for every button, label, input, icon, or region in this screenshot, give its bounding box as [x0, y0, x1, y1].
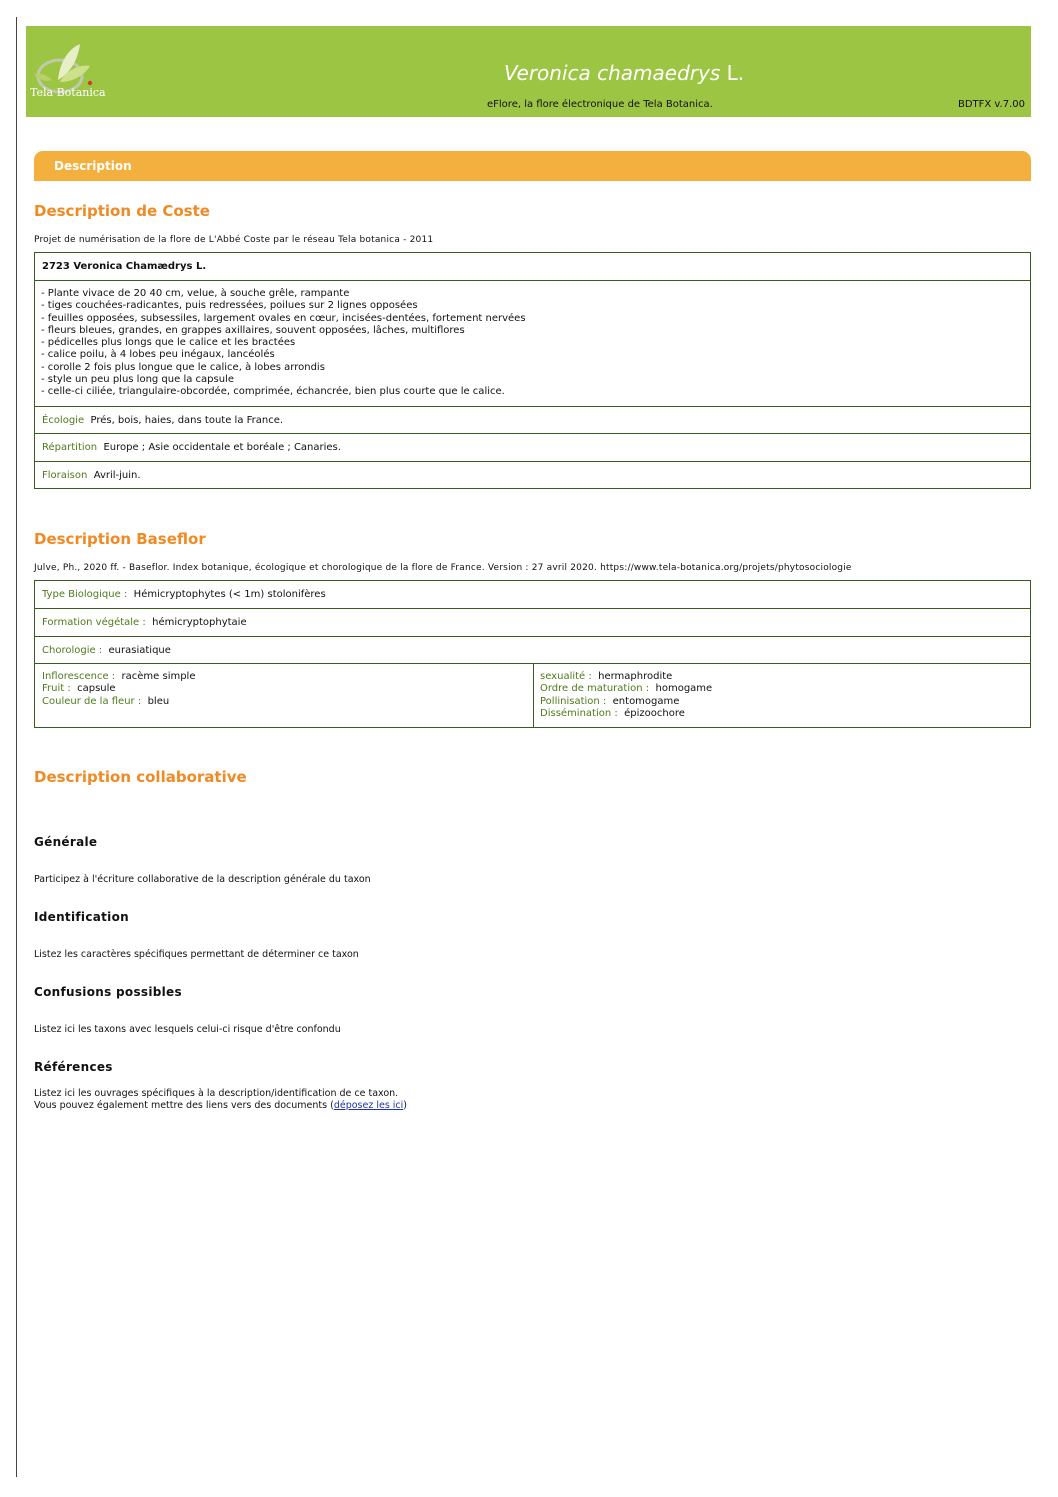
coste-heading: Description de Coste	[34, 202, 210, 220]
chorologie-value: eurasiatique	[108, 645, 171, 656]
page-subtitle: eFlore, la flore électronique de Tela Botanica.	[487, 99, 713, 110]
coste-line: - tiges couchées-radicantes, puis redressées, poilues sur 2 lignes opposées	[41, 300, 418, 312]
coste-name-row	[35, 253, 1030, 281]
trait-value: racème simple	[121, 671, 196, 682]
coste-line: - calice poilu, à 4 lobes peu inégaux, lancéolés	[41, 349, 275, 361]
trait-label: Dissémination :	[540, 707, 618, 719]
confusions-title: Confusions possibles	[34, 985, 182, 999]
coste-lines-row	[35, 280, 1030, 407]
type-value: Hémicryptophytes (< 1m) stolonifères	[133, 589, 326, 600]
generale-title: Générale	[34, 835, 98, 849]
version-label: BDTFX v.7.00	[957, 99, 1025, 110]
coste-source: Projet de numérisation de la flore de L'Abbé Coste par le réseau Tela botanica - 2011	[34, 235, 434, 245]
identification-text: Listez les caractères spécifiques permettant de déterminer ce taxon	[34, 949, 359, 960]
coste-line: - feuilles opposées, subsessiles, largement ovales en cœur, incisées-dentées, fortement nervées	[41, 312, 526, 324]
trait-label: Ordre de maturation :	[540, 683, 650, 695]
formation-label: Formation végétale :	[42, 617, 146, 628]
identification-title: Identification	[34, 910, 129, 924]
generale-text: Participez à l'écriture collaborative de la description générale du taxon	[34, 874, 371, 885]
baseflor-table	[34, 580, 1031, 728]
chorologie-label: Chorologie :	[42, 645, 103, 656]
coste-line: - style un peu plus long que la capsule	[41, 374, 234, 386]
baseflor-source: Julve, Ph., 2020 ff. - Baseflor. Index botanique, écologique et chorologique de la flore de France. Version : 27 avril 2020. https://www.tela-botanica.org/projets/phytosociologie	[34, 563, 852, 573]
coste-repartition-row	[35, 433, 1030, 461]
column-divider	[533, 664, 534, 728]
baseflor-traits-row	[35, 663, 1030, 728]
baseflor-chorologie-row	[35, 636, 1030, 664]
references-line-2-text: Vous pouvez également mettre des liens vers des documents (	[34, 1100, 334, 1111]
coste-line: - corolle 2 fois plus longue que le calice, à lobes arrondis	[41, 361, 325, 373]
references-text	[34, 1088, 407, 1112]
references-line-2-end: )	[403, 1100, 408, 1111]
page-title	[504, 61, 744, 85]
baseflor-formation-row	[35, 608, 1030, 636]
coste-line: - pédicelles plus longs que le calice et les bractées	[41, 337, 296, 349]
baseflor-right-traits	[540, 671, 712, 720]
trait-label: Pollinisation :	[540, 695, 607, 707]
trait-label: Inflorescence :	[42, 671, 116, 682]
trait-value: épizoochore	[624, 707, 685, 719]
coste-floraison-row	[35, 461, 1030, 489]
upload-documents-link[interactable]: déposez les ici	[333, 1100, 404, 1111]
references-title: Références	[34, 1060, 113, 1074]
baseflor-type-row	[35, 581, 1030, 609]
references-line-1: Listez ici les ouvrages spécifiques à la description/identification de ce taxon.	[34, 1088, 399, 1099]
confusions-text: Listez ici les taxons avec lesquels celui-ci risque d'être confondu	[34, 1024, 341, 1035]
coste-line: - fleurs bleues, grandes, en grappes axillaires, souvent opposées, lâches, multiflores	[41, 324, 465, 336]
trait-value: entomogame	[612, 695, 680, 707]
trait-value: hermaphrodite	[598, 671, 673, 682]
collab-heading: Description collaborative	[34, 768, 247, 786]
coste-description-lines	[41, 288, 526, 399]
repartition-value: Europe ; Asie occidentale et boréale ; Canaries.	[103, 442, 341, 453]
taxon-name: Veronica chamaedrys	[504, 61, 721, 85]
taxon-author: L.	[726, 61, 745, 85]
floraison-label: Floraison	[42, 470, 88, 481]
formation-value: hémicryptophytaie	[152, 617, 247, 628]
coste-table	[34, 252, 1031, 489]
baseflor-heading: Description Baseflor	[34, 530, 206, 548]
section-title: Description	[54, 159, 132, 173]
coste-line: - Plante vivace de 20 40 cm, velue, à souche grêle, rampante	[41, 288, 350, 299]
trait-label: sexualité :	[540, 671, 592, 682]
logo-text: Tela Botanica	[30, 86, 106, 99]
page-margin-rule	[16, 17, 17, 1477]
trait-label: Couleur de la fleur :	[42, 695, 142, 707]
coste-line: - celle-ci ciliée, triangulaire-obcordée, comprimée, échancrée, bien plus courte que le calice.	[41, 386, 505, 398]
coste-ecologie-row	[35, 406, 1030, 434]
ecologie-value: Prés, bois, haies, dans toute la France.	[90, 415, 284, 426]
references-line-2	[34, 1100, 407, 1112]
ecologie-label: Écologie	[42, 415, 85, 426]
floraison-value: Avril-juin.	[93, 470, 141, 481]
baseflor-left-traits	[42, 671, 196, 708]
tela-botanica-logo-icon	[30, 40, 120, 110]
coste-taxon-name: 2723 Veronica Chamædrys L.	[42, 261, 207, 272]
trait-label: Fruit :	[42, 683, 71, 695]
repartition-label: Répartition	[42, 442, 98, 453]
trait-value: capsule	[77, 683, 116, 695]
header-banner	[26, 26, 1031, 117]
trait-value: bleu	[147, 695, 170, 707]
trait-value: homogame	[655, 683, 713, 695]
type-label: Type Biologique :	[42, 589, 128, 600]
description-section-bar	[34, 151, 1031, 181]
